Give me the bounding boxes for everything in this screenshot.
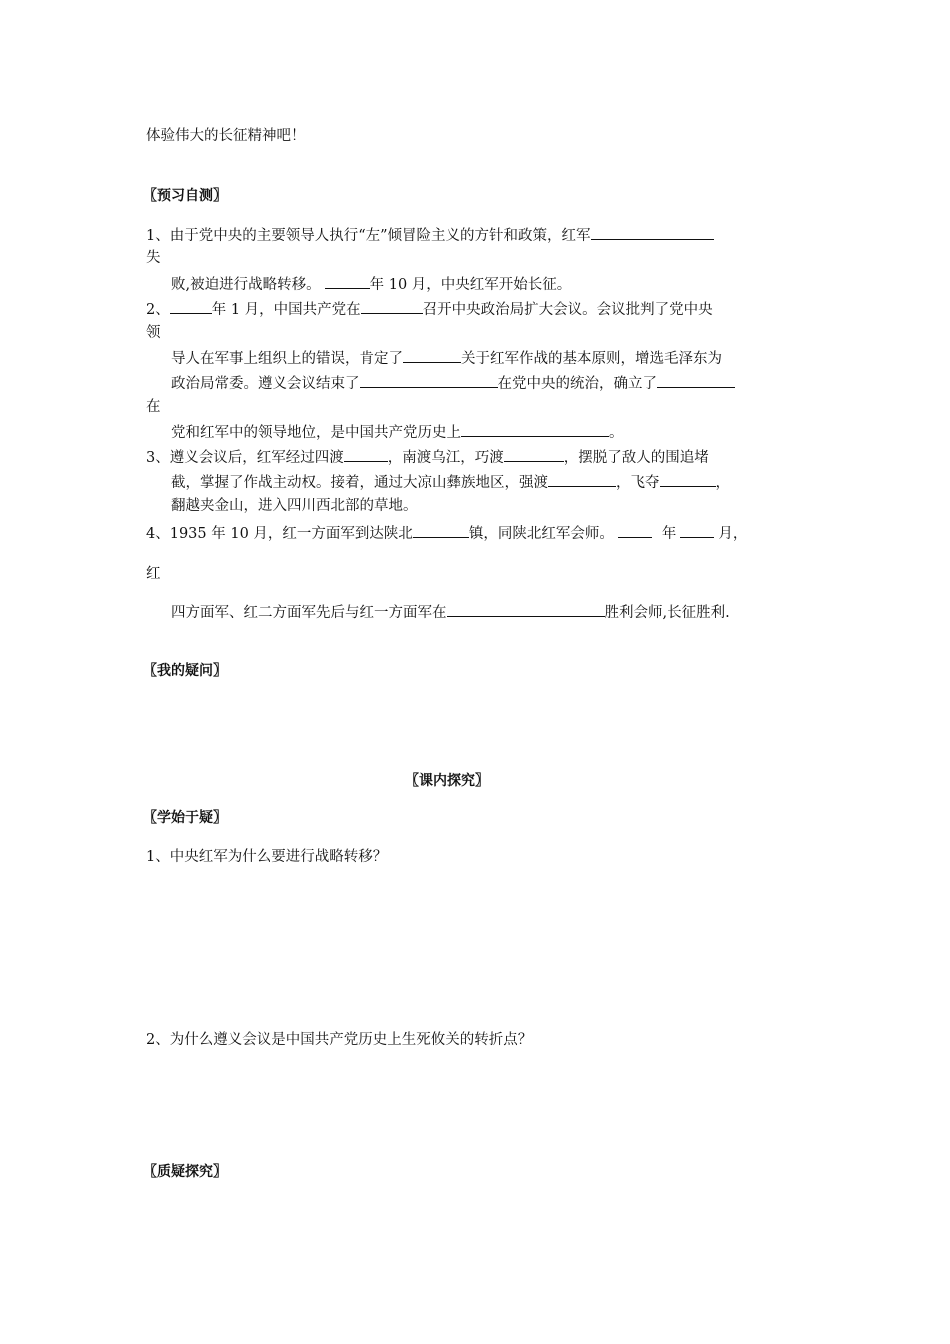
question-2-text-c2: 在党中央的统治，确立了 <box>497 376 657 392</box>
question-4-text-a1: 4、1935 年 10 月，红一方面军到达陕北 <box>146 526 413 542</box>
answer-blank-10[interactable] <box>504 446 564 462</box>
question-2-line-2 <box>171 347 722 369</box>
section-heading-learning-from-doubt: 〖学始于疑〗 <box>143 810 227 826</box>
question-4-text-a3: 年 <box>661 526 677 542</box>
question-4-text-b1: 四方面军、红二方面军先后与红一方面军在 <box>171 605 447 621</box>
question-1-line-2 <box>171 273 571 295</box>
question-3-text-a1: 3、遵义会议后，红军经过四渡 <box>146 450 344 466</box>
question-2-wrap-2: 在 <box>146 399 161 415</box>
question-3-text-a2: ，南渡乌江，巧渡 <box>387 450 504 466</box>
answer-blank-3[interactable] <box>170 298 212 314</box>
question-2-text-c1: 政治局常委。遵义会议结束了 <box>171 376 360 392</box>
question-2-text-d1: 党和红军中的领导地位，是中国共产党历史上 <box>171 425 461 441</box>
question-3-line-2 <box>171 471 730 493</box>
question-3-line-1 <box>146 446 709 468</box>
question-1-line-1 <box>146 224 714 246</box>
answer-blank-5[interactable] <box>403 347 461 363</box>
question-2-prefix: 2、 <box>146 302 170 318</box>
question-4-text-b2: 胜利会师,长征胜利. <box>604 605 730 621</box>
question-1-wrap: 失 <box>146 250 161 266</box>
answer-blank-11[interactable] <box>548 471 616 487</box>
section-heading-inquiry: 〖质疑探究〗 <box>143 1164 227 1180</box>
question-2-text-a2: 召开中央政治局扩大会议。会议批判了党中央 <box>422 302 713 318</box>
learning-question-1: 1、中央红军为什么要进行战略转移？ <box>146 849 388 865</box>
answer-blank-15[interactable] <box>680 522 714 538</box>
question-2-line-3 <box>171 372 735 394</box>
answer-blank-14[interactable] <box>618 522 652 538</box>
question-1-text-b1: 败,被迫进行战略转移。 <box>171 277 321 293</box>
answer-blank-1[interactable] <box>591 224 714 240</box>
answer-blank-16[interactable] <box>447 601 605 617</box>
question-1-text-b2: 年 10 月，中央红军开始长征。 <box>369 277 572 293</box>
question-1-text-a: 1、由于党中央的主要领导人执行“左”倾冒险主义的方针和政策，红军 <box>146 228 591 244</box>
question-2-text-a1: 年 1 月，中国共产党在 <box>211 302 361 318</box>
question-2-wrap-1: 领 <box>146 325 161 341</box>
question-3-text-b2: ，飞夺 <box>616 475 660 491</box>
section-heading-class-exploration: 〖课内探究〗 <box>405 773 489 789</box>
question-2-line-1 <box>146 298 713 320</box>
question-3-text-b1: 截，掌握了作战主动权。接着，通过大凉山彝族地区，强渡 <box>171 475 548 491</box>
answer-blank-9[interactable] <box>344 446 388 462</box>
question-4-wrap: 红 <box>146 566 161 582</box>
answer-blank-2[interactable] <box>325 273 370 289</box>
section-heading-preview: 〖预习自测〗 <box>143 188 227 204</box>
section-heading-my-questions: 〖我的疑问〗 <box>143 663 227 679</box>
question-3-line-3: 翻越夹金山，进入四川西北部的草地。 <box>171 498 418 514</box>
question-2-text-b2: 关于红军作战的基本原则，增选毛泽东为 <box>461 351 722 367</box>
question-3-text-b3: ， <box>715 475 730 491</box>
answer-blank-7[interactable] <box>657 372 735 388</box>
question-3-text-a3: ，摆脱了敌人的围追堵 <box>563 450 709 466</box>
answer-blank-4[interactable] <box>361 298 423 314</box>
learning-question-2: 2、为什么遵义会议是中国共产党历史上生死攸关的转折点？ <box>146 1032 533 1048</box>
question-4-line-1 <box>146 522 747 544</box>
question-2-text-b1: 导人在军事上组织上的错误，肯定了 <box>171 351 403 367</box>
answer-blank-13[interactable] <box>413 522 469 538</box>
question-4-text-a4: 月， <box>718 526 748 542</box>
question-2-text-d2: 。 <box>609 425 624 441</box>
answer-blank-12[interactable] <box>660 471 716 487</box>
answer-blank-6[interactable] <box>360 372 498 388</box>
question-4-line-2 <box>171 601 730 623</box>
question-2-line-4 <box>171 421 624 443</box>
question-4-text-a2: 镇，同陕北红军会师。 <box>468 526 614 542</box>
answer-blank-8[interactable] <box>461 421 609 437</box>
intro-text: 体验伟大的长征精神吧！ <box>146 128 306 144</box>
